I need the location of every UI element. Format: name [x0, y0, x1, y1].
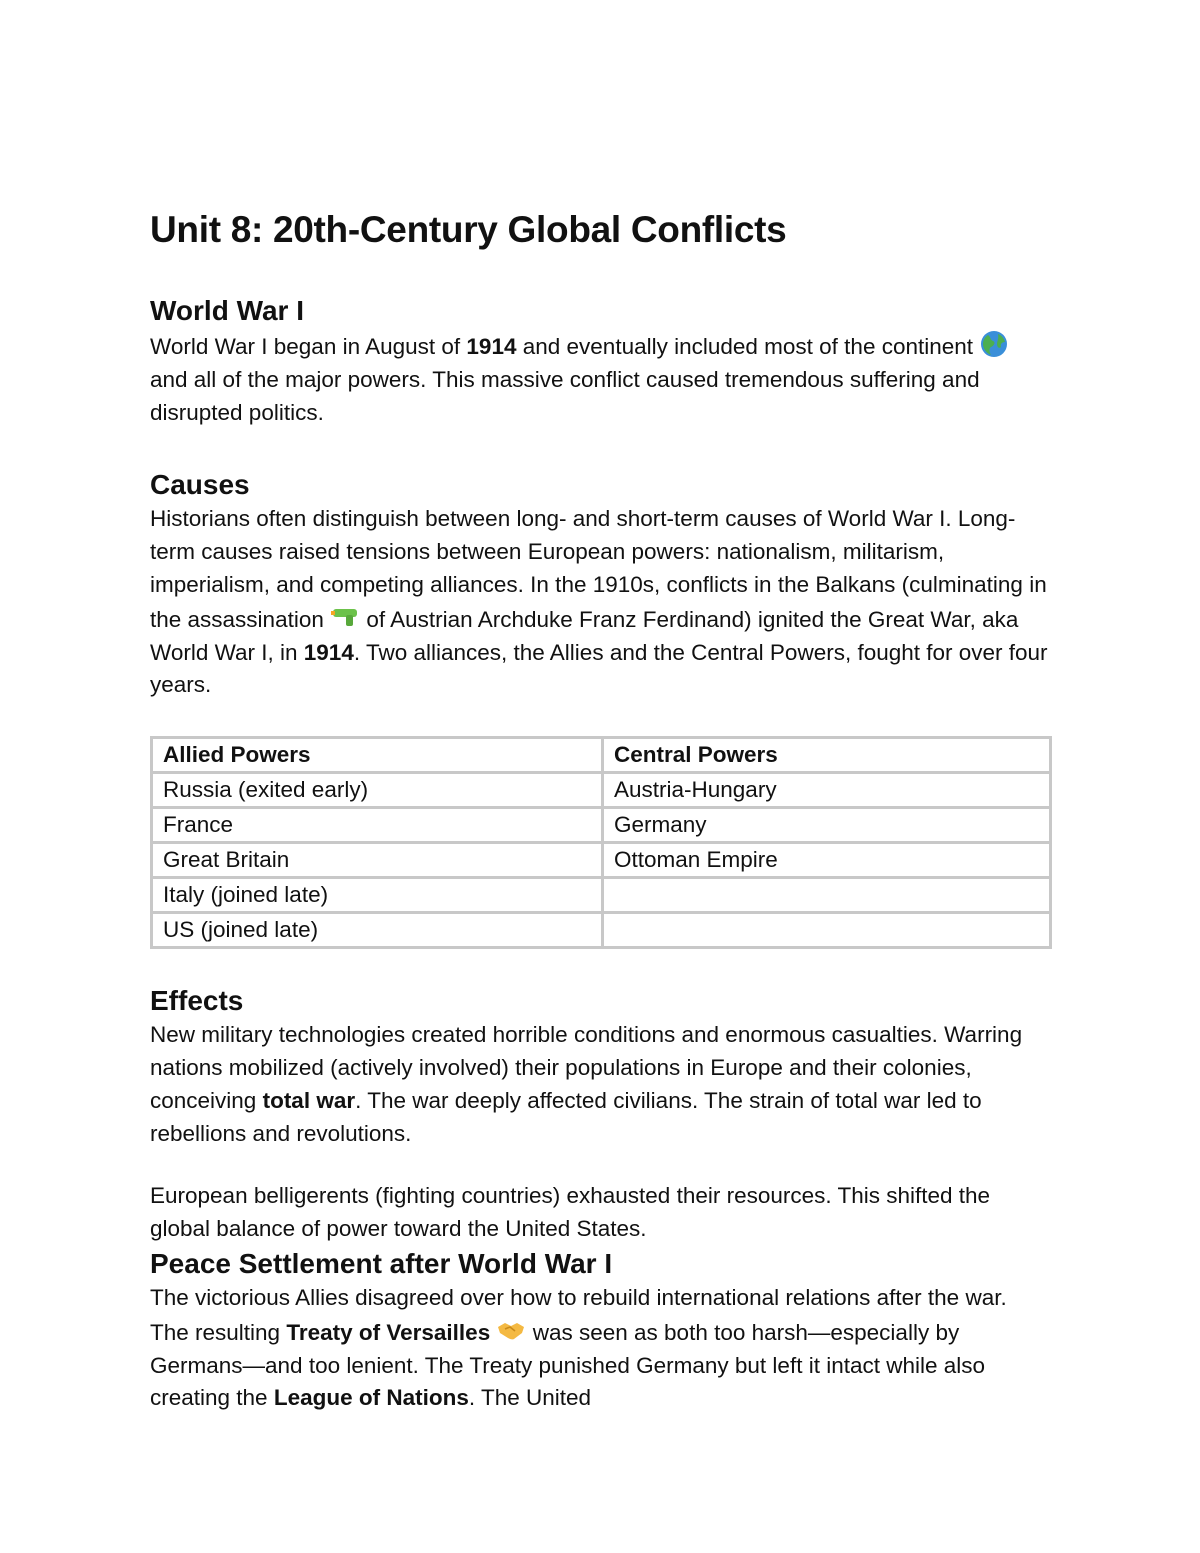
bold-term: League of Nations	[273, 1385, 469, 1411]
table-row	[152, 878, 1051, 913]
table-cell: Great Britain	[152, 843, 603, 878]
table-row	[152, 913, 1051, 948]
heading-peace-settlement: Peace Settlement after World War I	[150, 1247, 613, 1279]
table-cell: Ottoman Empire	[603, 843, 1051, 878]
heading-causes: Causes	[150, 469, 250, 501]
table-header-central: Central Powers	[603, 738, 1051, 773]
table-header-allied: Allied Powers	[152, 738, 603, 773]
alliances-table	[150, 736, 1052, 949]
table-row	[152, 808, 1051, 843]
table-cell	[603, 913, 1051, 948]
table-row	[152, 773, 1051, 808]
bold-year: 1914	[303, 639, 354, 665]
table-cell	[603, 878, 1051, 913]
table-cell: Austria-Hungary	[603, 773, 1051, 808]
globe-icon	[979, 329, 1009, 359]
table-row	[152, 843, 1051, 878]
text-span: New military technologies created horrible conditions and enormous casualties. Warring nations mobilized (actively involved) their populations in Europe and their colonies, conceiving	[150, 1022, 1023, 1113]
handshake-icon	[496, 1315, 526, 1345]
text-span: and all of the major powers. This massive conflict caused tremendous suffering and disrupted politics.	[150, 366, 980, 425]
text-span: of Austrian Archduke Franz Ferdinand) ignited the Great War, aka World War I, in	[150, 606, 1019, 665]
table-cell: Germany	[603, 808, 1051, 843]
text-span: . The war deeply affected civilians. The strain of total war led to rebellions and revolutions.	[150, 1087, 982, 1146]
text-span: World War I began in August of	[150, 334, 467, 359]
paragraph-peace-settlement	[150, 1282, 1050, 1415]
text-span: was seen as both too harsh—especially by Germans—and too lenient. The Treaty punished Germany but left it intact while also creating the	[150, 1319, 986, 1411]
heading-world-war-i: World War I	[150, 295, 304, 326]
text-span: The victorious Allies disagreed over how to rebuild international relations after the war. The resulting	[150, 1284, 1007, 1345]
table-cell: France	[152, 808, 603, 843]
bold-year: 1914	[466, 334, 517, 359]
document-page	[150, 205, 1050, 1415]
bold-term: Treaty of Versailles	[286, 1319, 491, 1345]
table-cell: Russia (exited early)	[152, 773, 603, 808]
text-span: Historians often distinguish between long- and short-term causes of World War I. Long-term causes raised tensions between European powers: nationalism, militarism, imperialism, and competing alliances. In the 1910s, conflicts in the Balkans (culminating in the assassination	[150, 506, 1047, 632]
table-cell: US (joined late)	[152, 913, 603, 948]
paragraph-effects-2: European belligerents (fighting countries) exhausted their resources. This shifted the global balance of power toward the United States.	[150, 1183, 991, 1242]
water-pistol-icon	[330, 602, 360, 632]
document-title: Unit 8: 20th-Century Global Conflicts	[150, 209, 787, 250]
paragraph-world-war-i	[150, 329, 1050, 429]
paragraph-effects-1	[150, 1019, 1050, 1150]
table-header-row	[152, 738, 1051, 773]
text-span: and eventually included most of the continent	[516, 334, 980, 359]
heading-effects: Effects	[150, 985, 244, 1017]
paragraph-causes	[150, 503, 1050, 702]
text-span: . Two alliances, the Allies and the Central Powers, fought for over four years.	[150, 639, 1048, 698]
bold-term: total war	[262, 1087, 356, 1113]
table-cell: Italy (joined late)	[152, 878, 603, 913]
text-span: . The United	[468, 1385, 592, 1411]
